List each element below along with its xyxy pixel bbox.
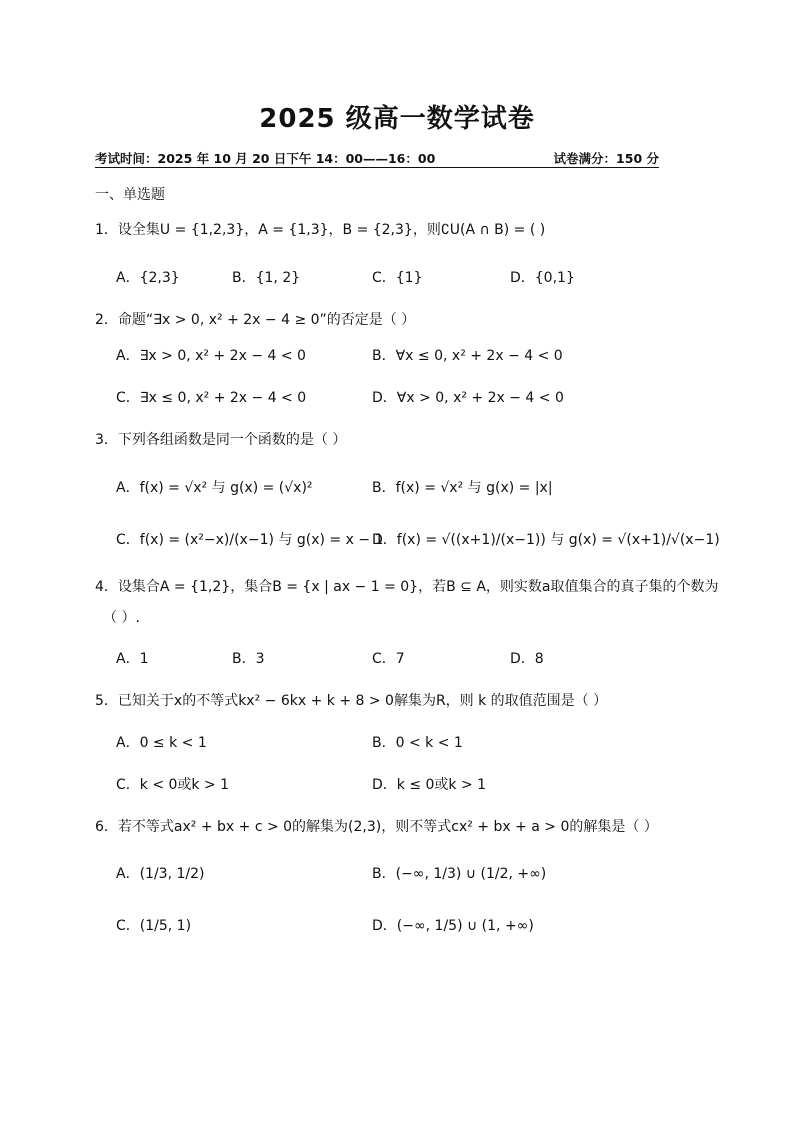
question-3-option-d: D．f(x) = √((x+1)/(x−1)) 与 g(x) = √(x+1)/√(x−1) [372, 532, 720, 548]
question-5-option-c: C．k < 0或k > 1 [116, 777, 230, 793]
question-5-option-b: B．0 < k < 1 [372, 735, 463, 751]
full-score: 试卷满分：150 分 [553, 151, 659, 166]
question-3-stem: 3．下列各组函数是同一个函数的是（ ） [95, 432, 347, 448]
question-2-stem: 2．命题“∃x > 0, x² + 2x − 4 ≥ 0”的否定是（ ） [95, 312, 416, 328]
exam-time: 考试时间：2025 年 10 月 20 日下午 14：00——16：00 [95, 151, 436, 166]
question-5-option-d: D．k ≤ 0或k > 1 [372, 777, 487, 793]
question-5-stem: 5．已知关于x的不等式kx² − 6kx + k + 8 > 0解集为R，则 k 的取值范围是（ ） [95, 693, 608, 709]
question-6-stem: 6．若不等式ax² + bx + c > 0的解集为(2,3)，则不等式cx² + bx + a > 0的解集是（ ） [95, 819, 658, 835]
question-1-option-d: D．{0,1} [510, 270, 575, 286]
question-4-option-c: C．7 [372, 651, 405, 667]
question-3-option-a: A．f(x) = √x² 与 g(x) = (√x)² [116, 480, 313, 496]
question-4-option-d: D．8 [510, 651, 544, 667]
section-heading: 一、单选题 [95, 187, 165, 203]
question-4-stem: 4．设集合A = {1,2}，集合B = {x | ax − 1 = 0}，若B ⊆ A，则实数a取值集合的真子集的个数为 [95, 579, 719, 595]
question-1-option-a: A．{2,3} [116, 270, 180, 286]
question-6-option-b: B．(−∞, 1/3) ∪ (1/2, +∞) [372, 866, 547, 882]
page-title: 2025 级高一数学试卷 [259, 104, 535, 134]
question-4-option-a: A．1 [116, 651, 149, 667]
question-1-option-c: C．{1} [372, 270, 423, 286]
question-5-option-a: A．0 ≤ k < 1 [116, 735, 207, 751]
question-6-option-d: D．(−∞, 1/5) ∪ (1, +∞) [372, 918, 534, 934]
question-4-stem-cont: （ ）. [103, 610, 140, 626]
question-1-stem: 1．设全集U = {1,2,3}，A = {1,3}，B = {2,3}，则∁U(A ∩ B) = ( ) [95, 222, 546, 238]
question-4-option-b: B．3 [232, 651, 265, 667]
question-3-option-b: B．f(x) = √x² 与 g(x) = |x| [372, 480, 553, 496]
question-6-option-a: A．(1/3, 1/2) [116, 866, 205, 882]
question-2-option-d: D．∀x > 0, x² + 2x − 4 < 0 [372, 390, 564, 406]
question-6-option-c: C．(1/5, 1) [116, 918, 192, 934]
question-2-option-a: A．∃x > 0, x² + 2x − 4 < 0 [116, 348, 306, 364]
exam-info-bar [95, 149, 659, 168]
question-1-option-b: B．{1, 2} [232, 270, 301, 286]
question-3-option-c: C．f(x) = (x²−x)/(x−1) 与 g(x) = x − 1 [116, 532, 384, 548]
question-2-option-b: B．∀x ≤ 0, x² + 2x − 4 < 0 [372, 348, 563, 364]
question-2-option-c: C．∃x ≤ 0, x² + 2x − 4 < 0 [116, 390, 307, 406]
